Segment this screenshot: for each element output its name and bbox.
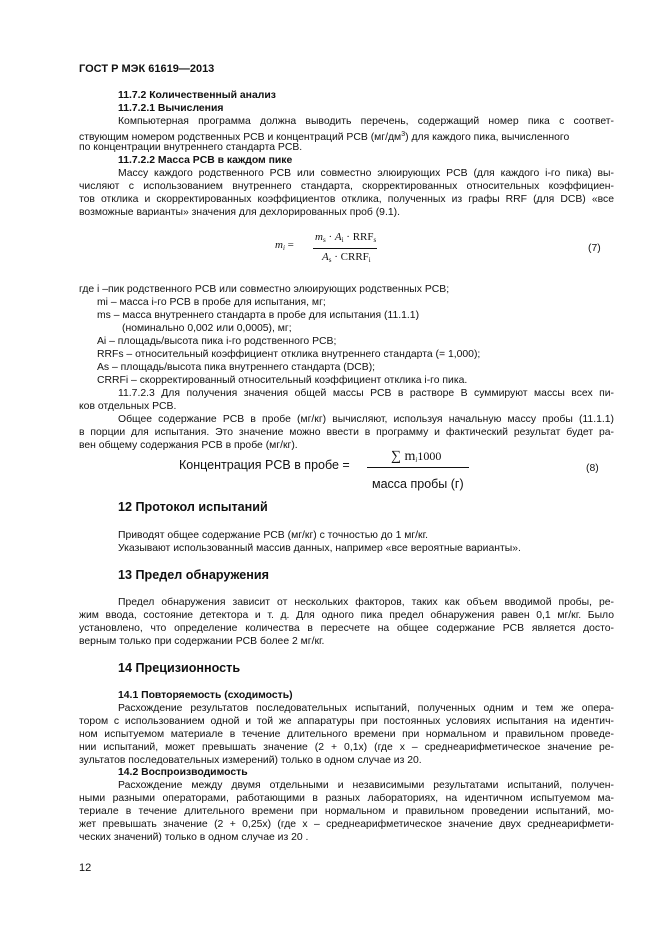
section-14-2-title: 14.2 Воспроизводимость (118, 767, 248, 778)
paragraph-line: ными разными операторами, работающими в разных лабораториях, на идентичном испытуемом ма- (79, 793, 614, 804)
paragraph-line: нии испытаний, может превышать значение (2 + 0,1x) (где x – среднеарифметическое значение ре- (79, 742, 614, 753)
formula-8-lhs: Концентрация PCB в пробе = (179, 458, 350, 472)
paragraph-line: Общее содержание PCB в пробе (мг/кг) вычисляют, используя начальную массу пробы (11.1.1) (118, 414, 614, 425)
paragraph-line: в порции для испытания. Это значение можно ввести в программу и фактический результат будет ра- (79, 427, 614, 438)
paragraph-line: Компьютерная программа должна выводить перечень, содержащий номер пика с соответ- (118, 116, 614, 127)
paragraph-line: возможные варианты» значения для дехлорированных проб (9.1). (79, 207, 400, 218)
paragraph-line: тов отклика и скорректированных коэффициентов отклика, полученных из графы RRF (для DCB) «все (79, 194, 614, 205)
paragraph-line: Предел обнаружения зависит от нескольких факторов, таких как объем вводимой пробы, ре- (118, 597, 614, 608)
paragraph-line: 11.7.2.3 Для получения значения общей массы PCB в растворе В суммируют массы всех пи- (118, 388, 614, 399)
where-item: ms – масса внутреннего стандарта в пробе для испытания (11.1.1) (97, 310, 420, 321)
equation-number: (8) (586, 463, 599, 474)
section-11-7-2-2-title: 11.7.2.2 Масса PCB в каждом пике (118, 155, 293, 166)
paragraph-line: установлено, что определение количества в пересчете на общее содержание PCB является досто- (79, 623, 614, 634)
paragraph-line: жим ввода, состояние детектора и т. д. Для одного пика предел обнаружения равен 0,1 мг/кг. Было (79, 610, 614, 621)
paragraph-line: териале в течение длительного времени при нормальном и правильном проведении испытаний, мо- (79, 806, 614, 817)
paragraph-line: верным только при содержании PCB более 2 мг/кг. (79, 636, 325, 647)
page-number: 12 (79, 862, 92, 874)
section-11-7-2-title: 11.7.2 Количественный анализ (118, 90, 276, 101)
paragraph-line: ном испытуемом материале в течение длительного времени при нормальном и правильном проведе- (79, 729, 614, 740)
where-item: As – площадь/высота пика внутреннего стандарта (DCB); (97, 362, 376, 373)
formula-8-denominator: масса пробы (г) (372, 477, 464, 491)
where-item: (номинально 0,002 или 0,0005), мг; (122, 323, 292, 334)
section-13-title: 13 Предел обнаружения (118, 568, 269, 582)
section-12-title: 12 Протокол испытаний (118, 500, 268, 514)
where-item: mi – масса i-го PCB в пробе для испытания, мг; (97, 297, 326, 308)
paragraph-line: Массу каждого родственного PCB или совместно элюирующих PCB (для каждого i-го пика) вы- (118, 168, 614, 179)
paragraph-line: Расхождение результатов последовательных испытаний, полученных одним и тем же опера- (118, 703, 614, 714)
paragraph-line: Приводят общее содержание PCB (мг/кг) с точностью до 1 мг/кг. (118, 530, 429, 541)
paragraph-line: ков отдельных PCB. (79, 401, 177, 412)
paragraph-line: вен общему содержания PCB в пробе (мг/кг). (79, 440, 298, 451)
equation-number: (7) (588, 243, 601, 254)
paragraph-line: Расхождение между двумя отдельными и независимыми результатами испытаний, получен- (118, 780, 614, 791)
paragraph-line: жет превышать значение (2 + 0,25x) (где x – среднеарифметическое значение двух среднеарифмети- (79, 819, 614, 830)
where-item: Ai – площадь/высота пика i-го родственного PCB; (97, 336, 337, 347)
where-item: CRRFi – скорректированный относительный коэффициент отклика i-го пика. (97, 375, 468, 386)
section-14-title: 14 Прецизионность (118, 661, 241, 675)
paragraph-line: ствующим номером родственных PCB и концентраций PCB $(мг/дм^3)$ для каждого пика, вычисленного (79, 131, 570, 143)
paragraph-line: числяют с использованием внутреннего стандарта, скорректированных относительных коэффициен- (79, 181, 614, 192)
paragraph-line: по концентрации внутреннего стандарта PCB. (79, 142, 303, 153)
document-header: ГОСТ Р МЭК 61619—2013 (79, 63, 215, 75)
paragraph-line: Указывают использованный массив данных, например «все вероятные варианты». (118, 543, 521, 554)
paragraph-line: тором с использованием одной и той же аппаратуры при постоянных условиях испытания на идентич- (79, 716, 614, 727)
section-11-7-2-1-title: 11.7.2.1 Вычисления (118, 103, 224, 114)
where-intro: где i –пик родственного PCB или совместно элюирующих родственных PCB; (79, 284, 450, 295)
paragraph-line: зультатов последовательных измерений) только в одном случае из 20. (79, 755, 422, 766)
paragraph-line: ческих значений) только в одном случае из 20 . (79, 832, 309, 843)
section-14-1-title: 14.1 Повторяемость (сходимость) (118, 690, 293, 701)
where-item: RRFs – относительный коэффициент отклика внутреннего стандарта (= 1,000); (97, 349, 481, 360)
